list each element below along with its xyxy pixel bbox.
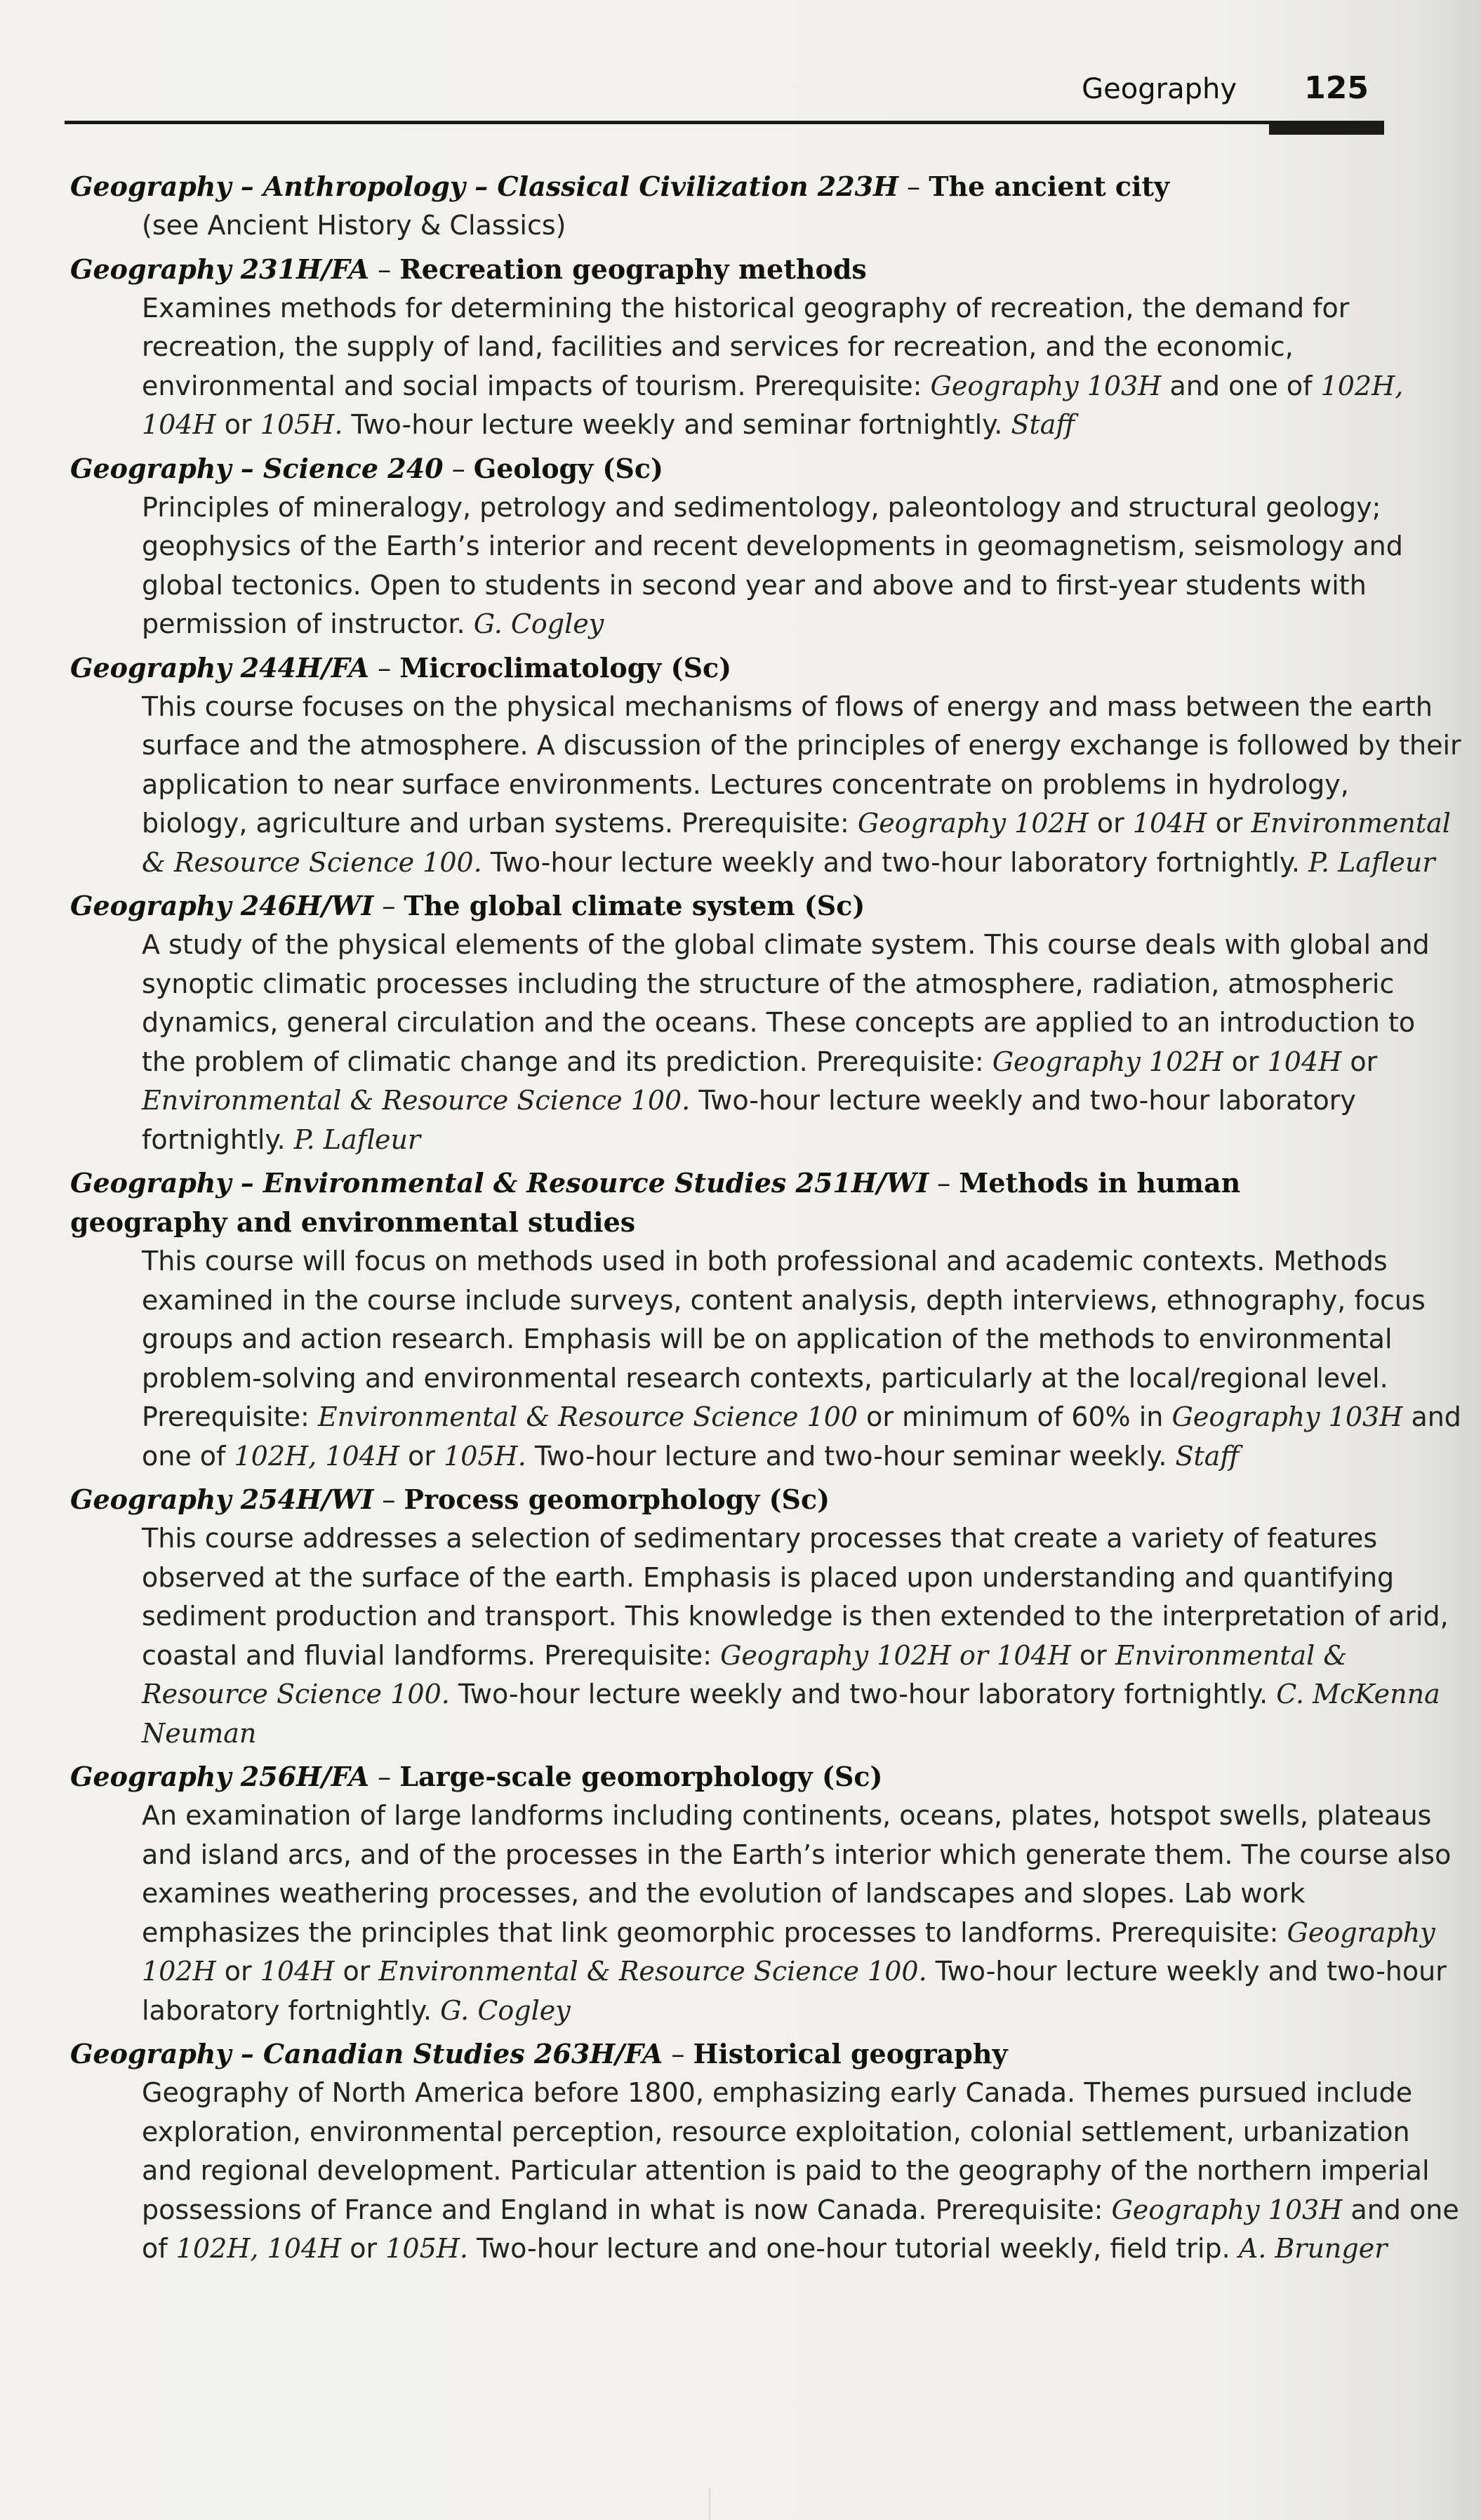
description-text: Two-hour lecture weekly and two-hour laboratory fortnightly. — [142, 1085, 1356, 1155]
description-text: Two-hour lecture and two-hour seminar weekly. — [526, 1440, 1176, 1472]
description-text: or — [1070, 1639, 1115, 1671]
instructor: P. Lafleur — [1308, 846, 1435, 878]
course-title — [70, 250, 1390, 289]
course-description — [142, 206, 1461, 246]
description-italic: Environmental & Resource Science 100 — [317, 1401, 858, 1432]
instructor: Staff — [1175, 1440, 1240, 1472]
description-italic: Environmental & Resource Science 100. — [142, 1085, 691, 1116]
course-name: Historical geography — [693, 2038, 1008, 2069]
course-description — [142, 1242, 1461, 1476]
description-text: (see Ancient History & Classics) — [142, 210, 566, 241]
description-italic: 102H, 104H — [142, 370, 1404, 440]
description-italic: Geography 102H — [142, 1916, 1435, 1987]
course-entry — [70, 449, 1403, 644]
course-code: Geography – Anthropology – Classical Civilization 223H — [70, 171, 899, 202]
course-entry — [70, 648, 1461, 883]
description-text: or — [1088, 808, 1133, 839]
course-name: Process geomorphology (Sc) — [404, 1484, 830, 1515]
description-italic: Geography 103H — [1111, 2194, 1343, 2225]
course-title — [70, 167, 1390, 206]
description-italic: 102H, 104H — [234, 1440, 399, 1472]
description-italic: 102H, 104H — [175, 2233, 342, 2264]
course-description — [142, 488, 1461, 644]
course-code: Geography – Science 240 — [70, 452, 444, 484]
course-code: Geography 244H/FA — [70, 651, 370, 684]
description-italic: Environmental & Resource Science 100. — [142, 808, 1451, 878]
course-code: Geography 246H/WI — [70, 890, 374, 921]
title-separator: – — [369, 1761, 400, 1792]
course-entry — [70, 1164, 1461, 1476]
course-entry — [70, 250, 1404, 445]
description-text: or — [341, 2233, 386, 2264]
page-number: 125 — [1304, 70, 1369, 106]
course-code: Geography – Canadian Studies 263H/FA — [70, 2038, 663, 2069]
course-entry — [70, 886, 1430, 1159]
title-separator: – — [443, 453, 474, 484]
description-text: Principles of mineralogy, petrology and sedimentology, paleontology and structural geology; geophysics of the Earth’s interior and recent developments in geomagnetism, seismology and global tectonics. Open to students in second year and above and to first-year students with permission of instructor. — [142, 491, 1403, 639]
course-code: Geography 231H/FA — [70, 253, 370, 285]
course-description — [142, 688, 1461, 883]
description-text: A study of the physical elements of the global climate system. This course deals with global and synoptic climatic processes including the structure of the atmosphere, radiation, atmospheric dynamics, general circulation and the oceans. These concepts are applied to an introduction to the problem of climatic change and its prediction. Prerequisite: — [142, 929, 1430, 1077]
instructor: A. Brunger — [1238, 2233, 1388, 2264]
description-text: and one of — [142, 2194, 1459, 2264]
description-italic: Geography 102H — [857, 808, 1089, 839]
course-name: Methods in human geography and environmental studies — [70, 1167, 1241, 1238]
header-rule-tab — [1269, 121, 1384, 135]
course-title — [70, 1480, 1390, 1519]
course-entry — [70, 167, 1390, 246]
description-italic: 104H — [260, 1956, 335, 1987]
description-text: or — [399, 1440, 444, 1472]
instructor: G. Cogley — [473, 608, 604, 639]
course-description — [142, 289, 1461, 445]
course-title — [70, 449, 1390, 488]
description-italic: 104H — [1267, 1046, 1342, 1077]
course-title — [70, 1164, 1277, 1242]
description-text: Two-hour lecture and one-hour tutorial weekly, field trip. — [468, 2233, 1239, 2264]
course-code: Geography – Environmental & Resource Studies 251H/WI — [70, 1167, 929, 1199]
page-fold-line — [709, 2488, 710, 2520]
course-entry — [70, 2034, 1459, 2269]
course-name: Microclimatology (Sc) — [399, 651, 732, 684]
course-description — [142, 2074, 1461, 2269]
title-separator: – — [369, 652, 400, 684]
description-italic: Environmental & Resource Science 100. — [378, 1956, 927, 1987]
course-entry — [70, 1480, 1449, 1753]
description-text: or — [1223, 1046, 1268, 1077]
description-italic: Geography 103H — [930, 370, 1162, 401]
description-text: and one of — [1161, 370, 1321, 401]
description-text: Examines methods for determining the historical geography of recreation, the demand for recreation, the supply of land, facilities and services for recreation, and the economic, environmental and social impacts of tourism. Prerequisite: — [142, 292, 1350, 401]
title-separator: – — [929, 1168, 959, 1199]
description-italic: Geography 102H or 104H — [720, 1639, 1071, 1671]
description-text: Two-hour lecture weekly and two-hour laboratory fortnightly. — [142, 1956, 1447, 2026]
course-code: Geography 254H/WI — [70, 1484, 374, 1515]
description-text: or — [215, 409, 260, 440]
running-head: Geography — [1082, 73, 1237, 105]
title-separator: – — [898, 171, 929, 202]
title-separator: – — [373, 891, 404, 921]
course-title — [70, 1757, 1390, 1796]
description-text: Geography of North America before 1800, emphasizing early Canada. Themes pursued include exploration, environmental perception, resource exploitation, colonial settlement, urbanization and regional development. Particular attention is paid to the geography of the northern imperial possessions of France and England in what is now Canada. Prerequisite: — [142, 2077, 1430, 2225]
description-text: Two-hour lecture weekly and seminar fortnightly. — [343, 409, 1011, 440]
description-text: and one of — [142, 1401, 1461, 1472]
page-header — [65, 69, 1384, 118]
course-title — [70, 648, 1390, 688]
description-italic: 105H. — [385, 2233, 468, 2264]
title-separator: – — [373, 1484, 404, 1515]
description-text: This course addresses a selection of sedimentary processes that create a variety of features observed at the surface of the earth. Emphasis is placed upon understanding and quantifying sediment production and transport. This knowledge is then extended to the interpretation of arid, coastal and fluvial landforms. Prerequisite: — [142, 1523, 1449, 1671]
description-italic: Geography 102H — [992, 1046, 1223, 1077]
course-description — [142, 926, 1461, 1159]
description-text: or — [215, 1956, 260, 1987]
description-text: This course will focus on methods used in both professional and academic contexts. Methods examined in the course include surveys, content analysis, depth interviews, ethnography, focus groups and action research. Emphasis will be on application of the methods to environmental problem-solving and environmental research contexts, particularly at the local/regional level. Prerequisite: — [142, 1246, 1426, 1432]
description-text: or — [1341, 1046, 1378, 1077]
course-title — [70, 2034, 1390, 2074]
description-italic: Geography 103H — [1171, 1401, 1403, 1432]
instructor: P. Lafleur — [293, 1124, 421, 1155]
description-italic: 105H. — [444, 1440, 526, 1472]
course-name: Large-scale geomorphology (Sc) — [399, 1761, 883, 1792]
course-description — [142, 1796, 1461, 2030]
description-text: or — [1207, 808, 1251, 839]
description-text: An examination of large landforms including continents, oceans, plates, hotspot swells, plateaus and island arcs, and of the processes in the Earth’s interior which generate them. The course also examines weathering processes, and the evolution of landscapes and slopes. Lab work emphasizes the principles that link geomorphic processes to landforms. Prerequisite: — [142, 1800, 1452, 1948]
course-title — [70, 886, 1390, 926]
description-text: or minimum of 60% in — [858, 1401, 1172, 1432]
course-list — [70, 167, 1461, 2273]
description-italic: 105H. — [260, 409, 343, 440]
description-text: Two-hour lecture weekly and two-hour laboratory fortnightly. — [482, 846, 1309, 878]
header-rule — [65, 121, 1384, 124]
title-separator: – — [663, 2039, 693, 2069]
description-text: or — [334, 1956, 379, 1987]
instructor: G. Cogley — [440, 1994, 571, 2026]
instructor: Staff — [1011, 409, 1075, 440]
course-name: The global climate system (Sc) — [404, 890, 865, 921]
course-name: Geology (Sc) — [473, 452, 663, 484]
course-entry — [70, 1757, 1452, 2030]
instructor: C. McKenna Neuman — [142, 1679, 1440, 1749]
course-name: Recreation geography methods — [399, 253, 867, 285]
title-separator: – — [369, 253, 400, 285]
description-italic: Environmental & Resource Science 100. — [142, 1639, 1348, 1709]
description-italic: 104H — [1132, 808, 1207, 839]
course-code: Geography 256H/FA — [70, 1761, 370, 1792]
description-text: This course focuses on the physical mechanisms of flows of energy and mass between the earth surface and the atmosphere. A discussion of the principles of energy exchange is followed by their application to near surface environments. Lectures concentrate on problems in hydrology, biology, agriculture and urban systems. Prerequisite: — [142, 691, 1461, 839]
course-description — [142, 1519, 1461, 1753]
course-name: The ancient city — [929, 171, 1170, 202]
description-text: Two-hour lecture weekly and two-hour laboratory fortnightly. — [449, 1679, 1277, 1709]
